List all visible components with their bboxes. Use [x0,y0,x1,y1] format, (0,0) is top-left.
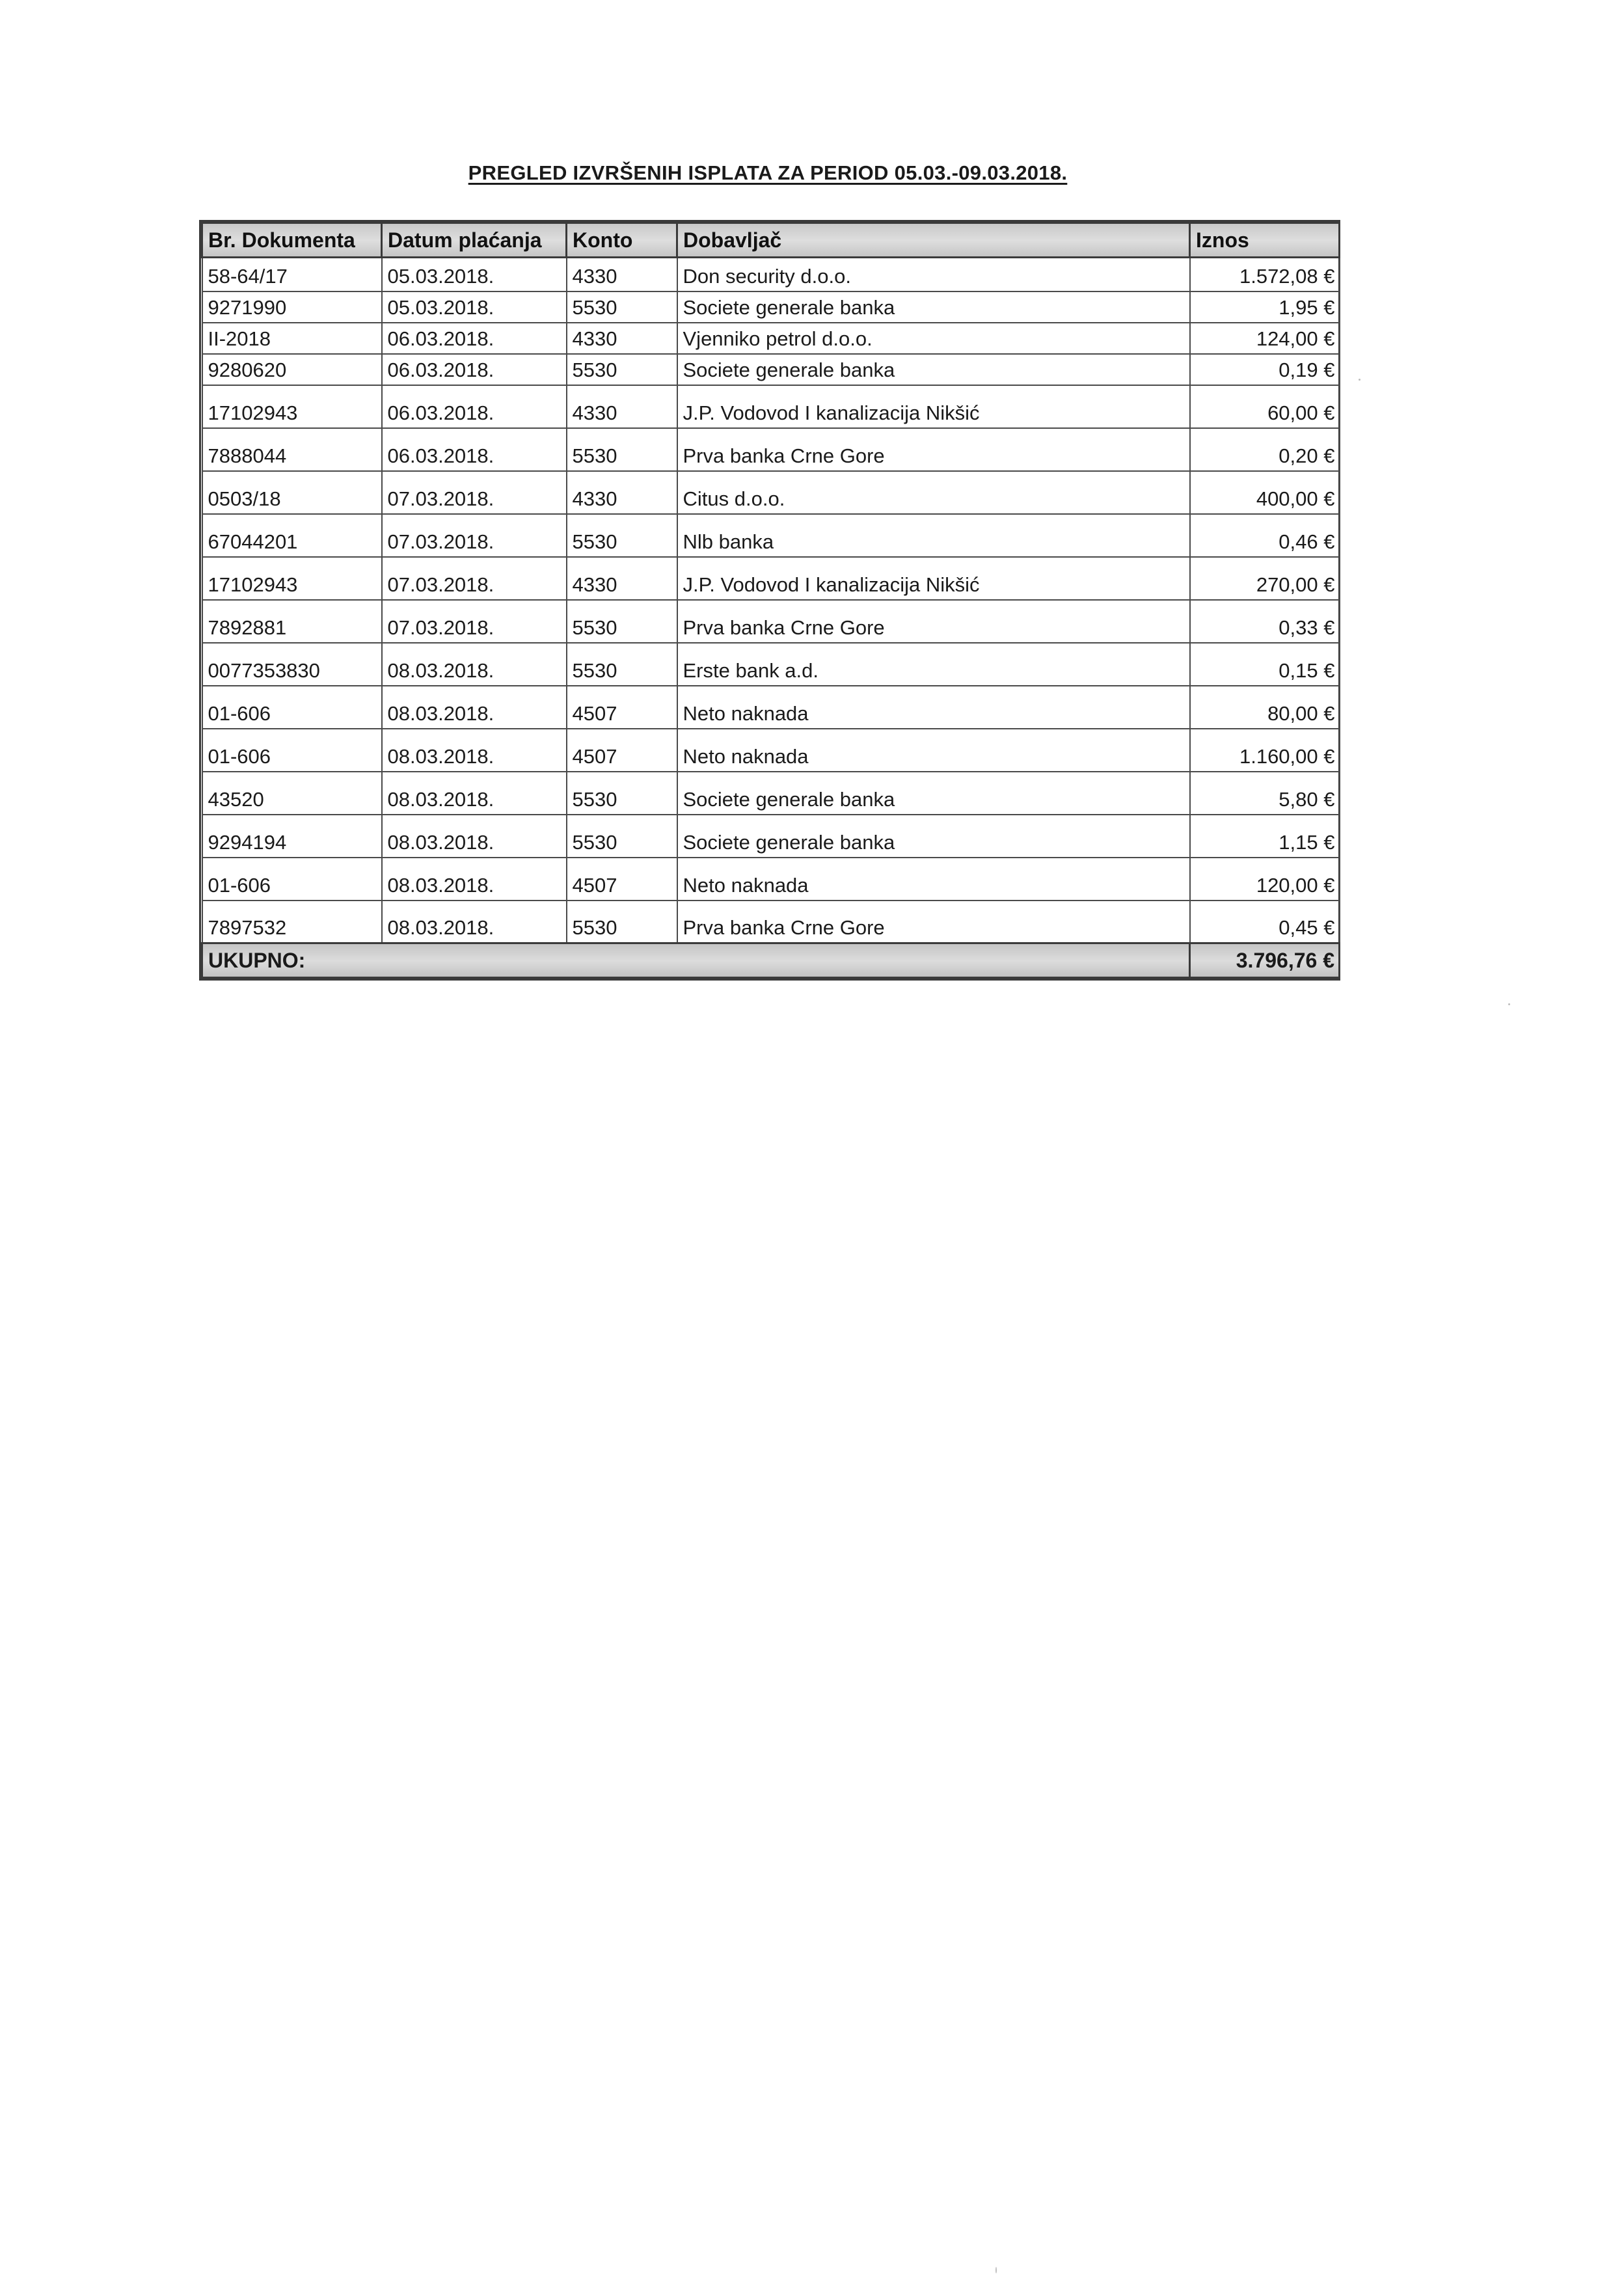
cell-amount: 120,00 € [1190,858,1340,901]
cell-doc-number: II-2018 [202,323,382,354]
cell-account: 4507 [567,858,677,901]
table-header-row [202,223,1340,258]
cell-doc-number: 01-606 [202,729,382,772]
table-row [202,354,1340,385]
cell-doc-number: 17102943 [202,385,382,428]
cell-payment-date: 06.03.2018. [382,428,567,471]
cell-supplier: Nlb banka [677,514,1190,557]
header-supplier: Dobavljač [677,223,1190,258]
scan-speck [995,2267,997,2273]
scan-speck [1359,379,1360,381]
cell-amount: 1,15 € [1190,815,1340,858]
cell-doc-number: 0503/18 [202,471,382,514]
cell-supplier: Don security d.o.o. [677,258,1190,291]
table-body [202,258,1340,943]
cell-supplier: Societe generale banka [677,291,1190,323]
cell-doc-number: 67044201 [202,514,382,557]
cell-amount: 400,00 € [1190,471,1340,514]
cell-doc-number: 43520 [202,772,382,815]
cell-account: 5530 [567,600,677,643]
table-row [202,729,1340,772]
cell-payment-date: 06.03.2018. [382,323,567,354]
cell-supplier: J.P. Vodovod I kanalizacija Nikšić [677,385,1190,428]
cell-doc-number: 9294194 [202,815,382,858]
cell-doc-number: 17102943 [202,557,382,600]
cell-amount: 0,15 € [1190,643,1340,686]
table-row [202,686,1340,729]
cell-payment-date: 08.03.2018. [382,643,567,686]
cell-account: 4507 [567,729,677,772]
table-row [202,600,1340,643]
cell-amount: 1.572,08 € [1190,258,1340,291]
table-row [202,557,1340,600]
cell-amount: 1,95 € [1190,291,1340,323]
cell-supplier: Neto naknada [677,729,1190,772]
cell-amount: 80,00 € [1190,686,1340,729]
cell-supplier: Citus d.o.o. [677,471,1190,514]
cell-doc-number: 9280620 [202,354,382,385]
cell-account: 5530 [567,428,677,471]
payments-table [201,222,1340,979]
header-amount: Iznos [1190,223,1340,258]
cell-payment-date: 05.03.2018. [382,258,567,291]
cell-amount: 124,00 € [1190,323,1340,354]
table-row [202,258,1340,291]
cell-payment-date: 05.03.2018. [382,291,567,323]
scan-speck [1508,1003,1510,1005]
total-amount: 3.796,76 € [1190,943,1340,978]
cell-amount: 0,20 € [1190,428,1340,471]
table-row [202,514,1340,557]
total-label: UKUPNO: [202,943,1190,978]
cell-supplier: Prva banka Crne Gore [677,600,1190,643]
cell-account: 4330 [567,471,677,514]
table-row [202,643,1340,686]
cell-doc-number: 0077353830 [202,643,382,686]
header-doc-number: Br. Dokumenta [202,223,382,258]
table-row [202,428,1340,471]
cell-doc-number: 01-606 [202,858,382,901]
cell-payment-date: 07.03.2018. [382,471,567,514]
cell-account: 5530 [567,354,677,385]
cell-amount: 5,80 € [1190,772,1340,815]
cell-payment-date: 08.03.2018. [382,772,567,815]
cell-account: 4330 [567,385,677,428]
cell-amount: 60,00 € [1190,385,1340,428]
cell-payment-date: 08.03.2018. [382,858,567,901]
cell-payment-date: 06.03.2018. [382,385,567,428]
table-row [202,291,1340,323]
header-account: Konto [567,223,677,258]
cell-supplier: Neto naknada [677,686,1190,729]
cell-amount: 0,19 € [1190,354,1340,385]
cell-supplier: Vjenniko petrol d.o.o. [677,323,1190,354]
cell-doc-number: 7897532 [202,901,382,943]
cell-account: 5530 [567,514,677,557]
cell-supplier: Erste bank a.d. [677,643,1190,686]
table-row [202,772,1340,815]
cell-account: 4330 [567,557,677,600]
cell-account: 5530 [567,291,677,323]
table-row [202,385,1340,428]
cell-doc-number: 7892881 [202,600,382,643]
cell-payment-date: 08.03.2018. [382,815,567,858]
cell-amount: 0,33 € [1190,600,1340,643]
cell-payment-date: 07.03.2018. [382,600,567,643]
cell-account: 5530 [567,901,677,943]
cell-supplier: Neto naknada [677,858,1190,901]
cell-account: 5530 [567,772,677,815]
cell-payment-date: 08.03.2018. [382,729,567,772]
cell-account: 5530 [567,815,677,858]
cell-payment-date: 08.03.2018. [382,686,567,729]
cell-amount: 0,45 € [1190,901,1340,943]
cell-payment-date: 06.03.2018. [382,354,567,385]
cell-supplier: Prva banka Crne Gore [677,428,1190,471]
cell-account: 4330 [567,258,677,291]
table-row [202,815,1340,858]
cell-amount: 0,46 € [1190,514,1340,557]
cell-supplier: Prva banka Crne Gore [677,901,1190,943]
cell-doc-number: 9271990 [202,291,382,323]
cell-supplier: Societe generale banka [677,354,1190,385]
cell-amount: 270,00 € [1190,557,1340,600]
cell-supplier: Societe generale banka [677,815,1190,858]
table-row [202,323,1340,354]
cell-payment-date: 07.03.2018. [382,557,567,600]
cell-supplier: J.P. Vodovod I kanalizacija Nikšić [677,557,1190,600]
cell-account: 5530 [567,643,677,686]
cell-doc-number: 7888044 [202,428,382,471]
cell-supplier: Societe generale banka [677,772,1190,815]
cell-payment-date: 08.03.2018. [382,901,567,943]
cell-doc-number: 01-606 [202,686,382,729]
payments-table-container [199,220,1340,981]
table-row [202,858,1340,901]
page-title: PREGLED IZVRŠENIH ISPLATA ZA PERIOD 05.03.-09.03.2018. [468,161,1068,184]
cell-amount: 1.160,00 € [1190,729,1340,772]
table-row [202,901,1340,943]
cell-doc-number: 58-64/17 [202,258,382,291]
table-row [202,471,1340,514]
total-row [202,943,1340,978]
cell-payment-date: 07.03.2018. [382,514,567,557]
cell-account: 4330 [567,323,677,354]
cell-account: 4507 [567,686,677,729]
header-payment-date: Datum plaćanja [382,223,567,258]
